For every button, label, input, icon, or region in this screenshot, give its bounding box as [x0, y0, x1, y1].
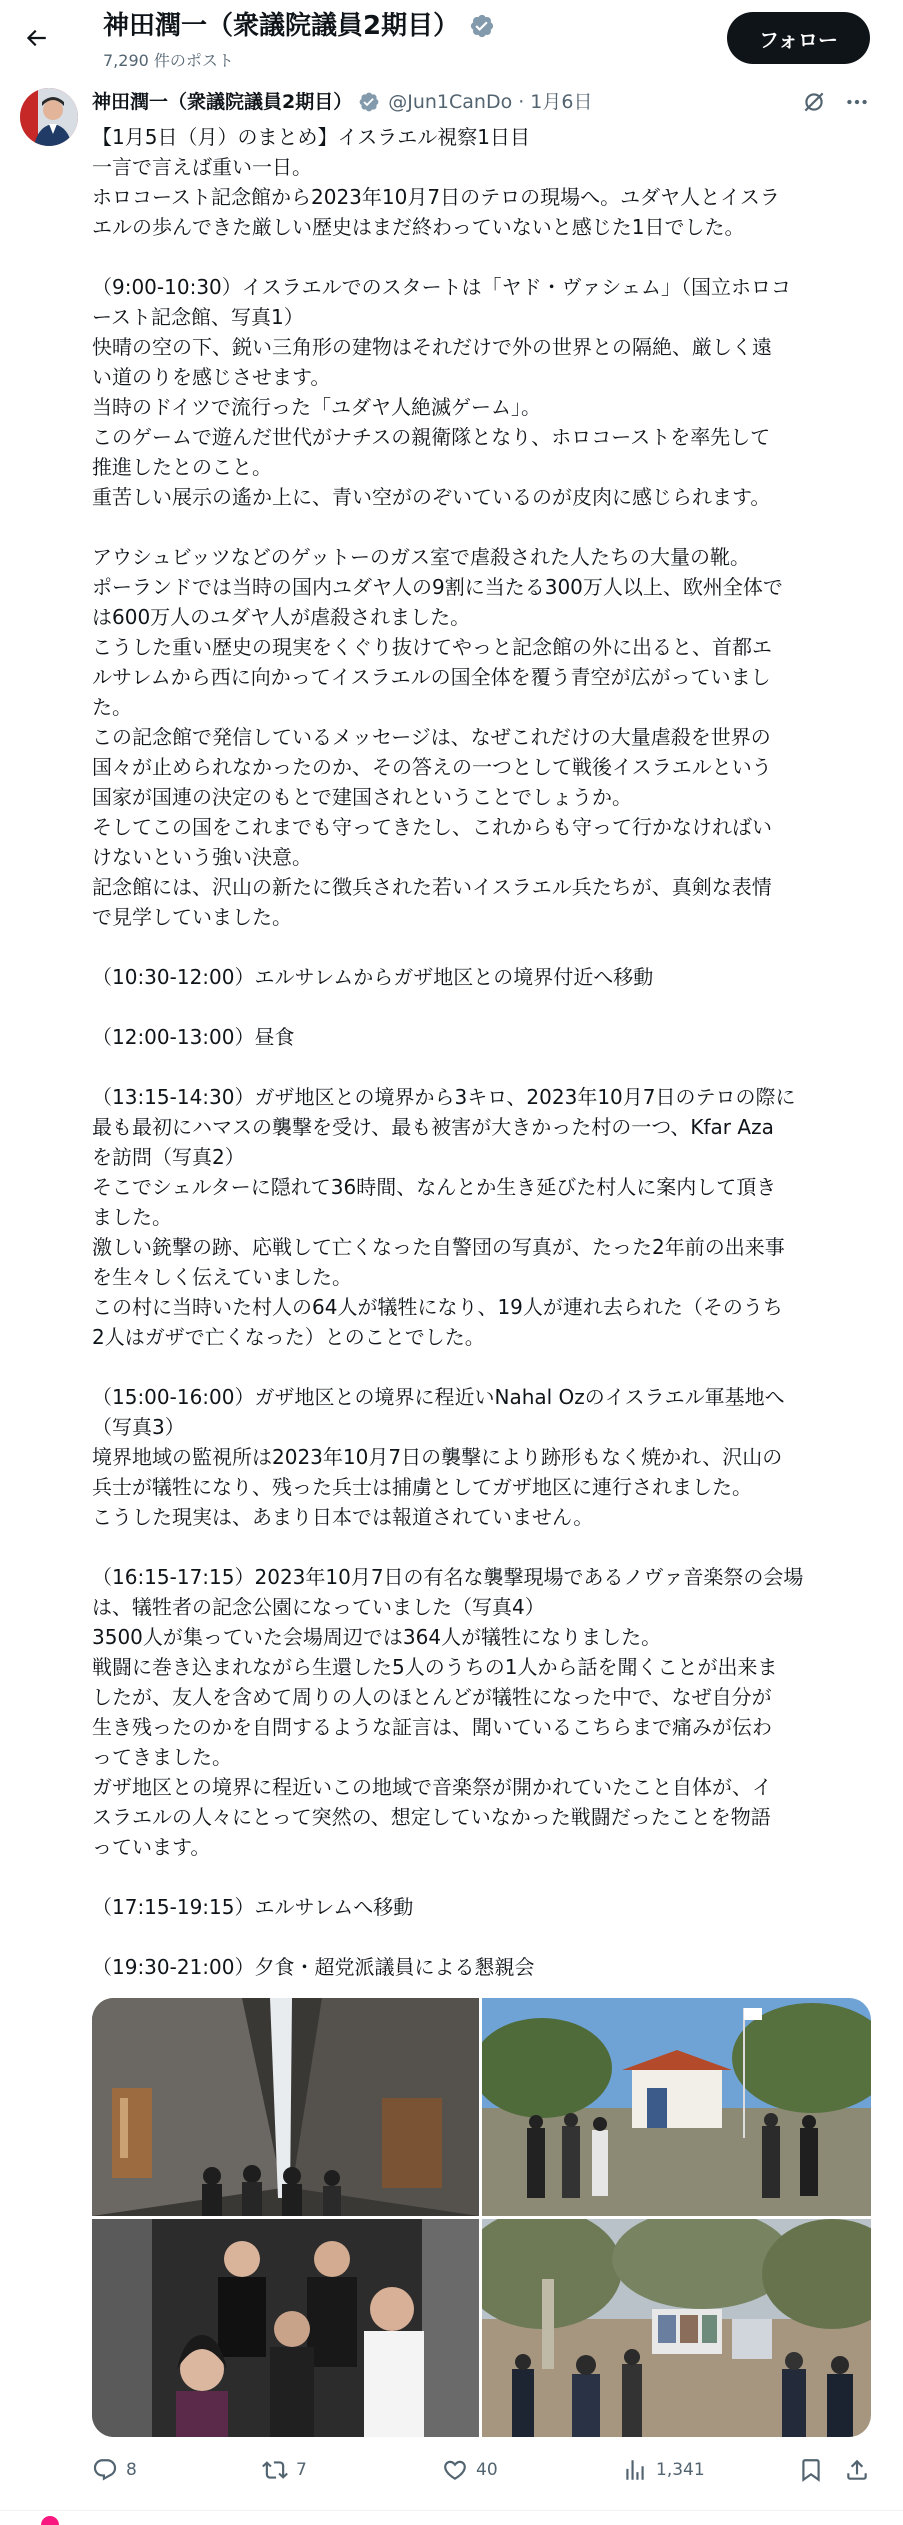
post-text-line	[92, 1532, 872, 1562]
post-text-line: スラエルの人々にとって突然の、想定していなかった戦闘だったことを物語	[92, 1805, 771, 1829]
like-button[interactable]	[442, 2450, 498, 2490]
views-button[interactable]	[622, 2450, 705, 2490]
post-text-line: ガザ地区との境界に程近いこの地域で音楽祭が開かれていたこと自体が、イ	[92, 1775, 772, 1799]
photo-1[interactable]	[92, 1998, 479, 2216]
post-text-line: ポーランドでは当時の国内ユダヤ人の9割に当たる300万人以上、欧州全体で	[92, 575, 783, 599]
post-text-line: そこでシェルターに隠れて36時間、なんとか生き延びた村人に案内して頂き	[92, 1175, 777, 1199]
post-text-line: （写真3）	[92, 1415, 185, 1439]
post-text-line: 境界地域の監視所は2023年10月7日の襲撃により跡形もなく焼かれ、沢山の	[92, 1445, 783, 1469]
like-count: 40	[476, 2460, 498, 2480]
post-text-line: こうした重い歴史の現実をくぐり抜けてやっと記念館の外に出ると、首都エ	[92, 635, 772, 659]
post-text-line: を生々しく伝えていました。	[92, 1265, 352, 1289]
post-text-line: ってきました。	[92, 1745, 232, 1769]
post-actions	[92, 2450, 872, 2490]
author-handle[interactable]: @Jun1CanDo	[388, 91, 513, 113]
bookmark-button[interactable]	[798, 2450, 832, 2490]
post-text-line: したが、友人を含めて周りの人のほとんどが犠牲になった中で、なぜ自分が	[92, 1685, 772, 1709]
photo-3[interactable]	[92, 2219, 479, 2437]
post-text-line: 国家が国連の決定のもとで建国されということでしょうか。	[92, 785, 632, 809]
verified-badge-icon	[358, 91, 380, 113]
bookmark-icon	[798, 2457, 824, 2483]
post-text-line: 激しい銃撃の跡、応戦して亡くなった自警団の写真が、たった2年前の出来事	[92, 1235, 785, 1259]
post-text-line: （10:30-12:00）エルサレムからガザ地区との境界付近へ移動	[92, 965, 654, 989]
post-text-line: ースト記念館、写真1）	[92, 305, 304, 329]
post-text-line	[92, 512, 872, 542]
post-text-line: そしてこの国をこれまでも守ってきたし、これからも守って行かなければい	[92, 815, 772, 839]
post-text-line: 生き残ったのかを自問するような証言は、聞いているこちらまで痛みが伝わ	[92, 1715, 772, 1739]
post-text-line: 重苦しい展示の遙か上に、青い空がのぞいているのが皮肉に感じられます。	[92, 485, 771, 509]
post-text-line: ました。	[92, 1205, 172, 1229]
post-text-line: は600万人のユダヤ人が虐殺されました。	[92, 605, 471, 629]
like-icon	[442, 2457, 468, 2483]
verified-badge-icon	[469, 13, 495, 39]
post-text-line: このゲームで遊んだ世代がナチスの親衛隊となり、ホロコーストを率先して	[92, 425, 771, 449]
repost-count: 7	[296, 2460, 307, 2480]
post-text-line	[92, 992, 872, 1022]
post-text-line: （16:15-17:15）2023年10月7日の有名な襲撃現場であるノヴァ音楽祭の会場	[92, 1565, 804, 1589]
post-text-line: 快晴の空の下、鋭い三角形の建物はそれだけで外の世界との隔絶、厳しく遠	[92, 335, 772, 359]
post-text-line: 戦闘に巻き込まれながら生還した5人のうちの1人から話を聞くことが出来ま	[92, 1655, 778, 1679]
post-text-line: 【1月5日（月）のまとめ】イスラエル視察1日目	[92, 125, 530, 149]
more-icon[interactable]	[842, 88, 872, 116]
post-text-line: ホロコースト記念館から2023年10月7日のテロの現場へ。ユダヤ人とイスラ	[92, 185, 780, 209]
post-text	[92, 122, 872, 1982]
reply-button[interactable]	[92, 2450, 137, 2490]
post-text-line: （9:00-10:30）イスラエルでのスタートは「ヤド・ヴァシェム」（国立ホロコ	[92, 275, 791, 299]
post-text-line: アウシュビッツなどのゲットーのガス室で虐殺された人たちの大量の靴。	[92, 545, 750, 569]
post-text-line: （17:15-19:15）エルサレムへ移動	[92, 1895, 414, 1919]
post-text-line: 記念館には、沢山の新たに徴兵された若いイスラエル兵たちが、真剣な表情	[92, 875, 772, 899]
author-name[interactable]: 神田潤一（衆議院議員2期目）	[92, 91, 353, 113]
post-text-line: 兵士が犠牲になり、残った兵士は捕虜としてガザ地区に連行されました。	[92, 1475, 752, 1499]
post-text-line: 3500人が集っていた会場周辺では364人が犠牲になりました。	[92, 1625, 662, 1649]
post-text-line: （19:30-21:00）夕食・超党派議員による懇親会	[92, 1955, 535, 1979]
share-button[interactable]	[844, 2450, 878, 2490]
post-text-line: 推進したとのこと。	[92, 455, 272, 479]
back-arrow-icon	[23, 25, 49, 51]
post-text-line	[92, 1922, 872, 1952]
views-count: 1,341	[656, 2460, 705, 2480]
post-text-line	[92, 242, 872, 272]
post-text-line: い道のりを感じさせます。	[92, 365, 331, 389]
reply-icon	[92, 2457, 118, 2483]
page-title: 神田潤一（衆議院議員2期目）	[103, 11, 460, 41]
post-text-line: 最も最初にハマスの襲撃を受け、最も被害が大きかった村の一つ、Kfar Aza	[92, 1115, 774, 1139]
profile-header	[0, 0, 903, 82]
grok-icon[interactable]	[800, 88, 828, 116]
post-text-line: 一言で言えば重い一日。	[92, 155, 312, 179]
avatar[interactable]	[20, 88, 78, 146]
photo-4[interactable]	[482, 2219, 871, 2437]
repost-button[interactable]	[262, 2450, 307, 2490]
post-text-line: 当時のドイツで流行った「ユダヤ人絶滅ゲーム」。	[92, 395, 541, 419]
share-icon	[844, 2457, 870, 2483]
post-text-line: この記念館で発信しているメッセージは、なぜこれだけの大量虐殺を世界の	[92, 725, 771, 749]
post-text-line: （15:00-16:00）ガザ地区との境界に程近いNahal Ozのイスラエル軍基地へ	[92, 1385, 785, 1409]
post-text-line: た。	[92, 695, 132, 719]
follow-button[interactable]: フォロー	[727, 12, 870, 64]
post-text-line: こうした現実は、あまり日本では報道されていません。	[92, 1505, 594, 1529]
post-text-line: ルサレムから西に向かってイスラエルの国全体を覆う青空が広がっていまし	[92, 665, 771, 689]
bottom-divider	[0, 2510, 903, 2525]
repost-icon	[262, 2457, 288, 2483]
post-text-line	[92, 1862, 872, 1892]
post-text-line: エルの歩んできた厳しい歴史はまだ終わっていないと感じた1日でした。	[92, 215, 745, 239]
post-text-line: っています。	[92, 1835, 211, 1859]
post-text-line: 2人はガザで亡くなった）とのことでした。	[92, 1325, 485, 1349]
post-text-line: けないという強い決意。	[92, 845, 312, 869]
post-text-line: を訪問（写真2）	[92, 1145, 245, 1169]
photo-2[interactable]	[482, 1998, 871, 2216]
post-text-line: （13:15-14:30）ガザ地区との境界から3キロ、2023年10月7日のテロの際に	[92, 1085, 796, 1109]
separator-dot: ·	[518, 91, 525, 113]
post-date[interactable]: 1月6日	[530, 91, 593, 113]
post-text-line	[92, 932, 872, 962]
post-text-line	[92, 1052, 872, 1082]
post-text-line	[92, 1352, 872, 1382]
reply-count: 8	[126, 2460, 137, 2480]
post-text-line: この村に当時いた村人の64人が犠牲になり、19人が連れ去られた（そのうち	[92, 1295, 783, 1319]
post-text-line: で見学していました。	[92, 905, 292, 929]
post-text-line: 国々が止められなかったのか、その答えの一つとして戦後イスラエルという	[92, 755, 772, 779]
back-button[interactable]	[16, 18, 56, 58]
post-text-line: （12:00-13:00）昼食	[92, 1025, 295, 1049]
post-text-line: は、犠牲者の記念公園になっていました（写真4）	[92, 1595, 545, 1619]
views-icon	[622, 2457, 648, 2483]
media-grid	[92, 1998, 871, 2437]
post-count: 7,290 件のポスト	[103, 51, 234, 70]
